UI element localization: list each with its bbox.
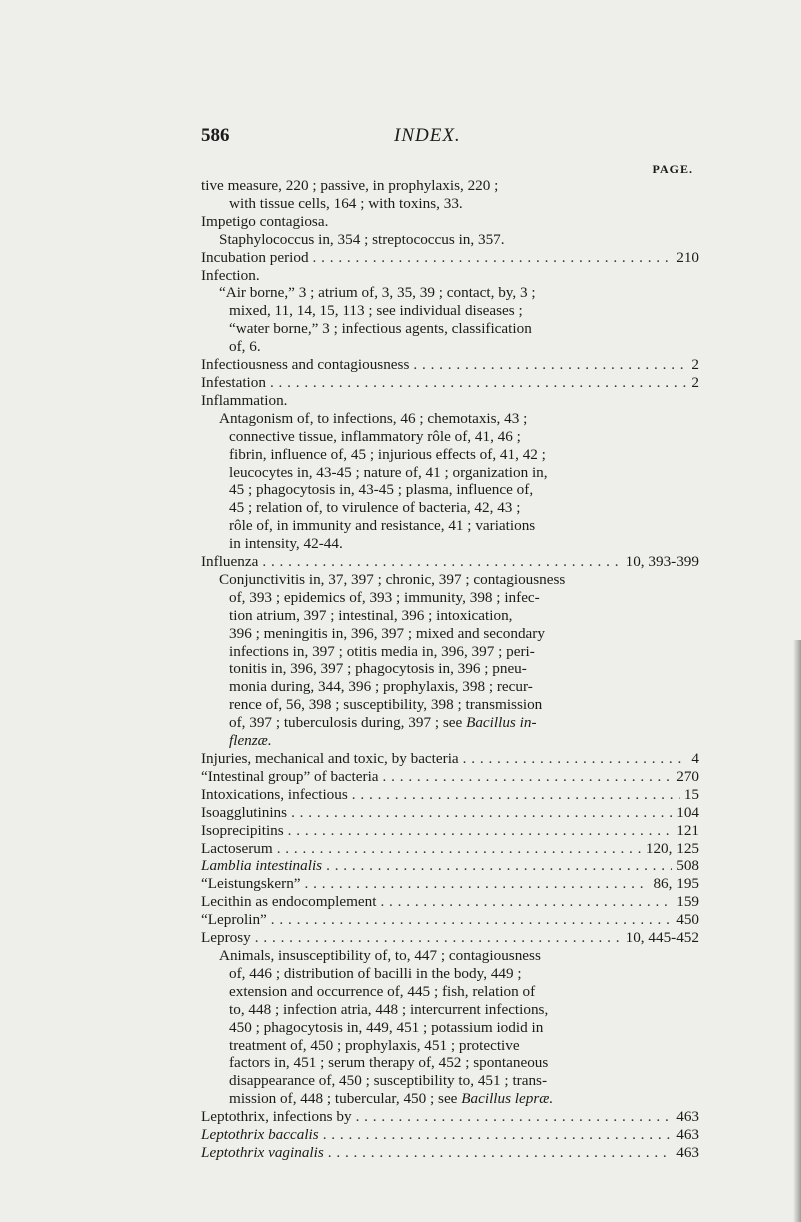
cross-reference: Bacillus lepræ. xyxy=(461,1090,554,1108)
leader-dots xyxy=(383,768,673,786)
entry-page: 120, 125 xyxy=(645,839,699,857)
index-entry xyxy=(201,911,699,929)
entry-term: Infestation xyxy=(201,373,266,391)
entry-term: Lamblia intestinalis xyxy=(201,857,323,875)
entry-term: Infectiousness and contagiousness xyxy=(201,356,410,374)
index-entry xyxy=(201,929,699,947)
index-heading: Infection. xyxy=(201,266,260,284)
entry-term: Isoagglutinins xyxy=(201,803,288,821)
entry-page: 104 xyxy=(676,803,699,821)
index-line: in intensity, 42-44. xyxy=(229,535,343,553)
index-line: disappearance of, 450 ; susceptibility to, 451 ; trans- xyxy=(229,1072,548,1090)
index-entry xyxy=(201,893,699,911)
entry-term: Intoxications, infectious xyxy=(201,785,348,803)
index-line: tive measure, 220 ; passive, in prophylaxis, 220 ; xyxy=(201,177,499,194)
index-entry xyxy=(201,374,699,392)
leader-dots xyxy=(288,822,673,840)
index-entry xyxy=(201,857,699,875)
entry-page: 463 xyxy=(676,1108,699,1126)
entry-page: 121 xyxy=(676,821,699,839)
entry-term: Lecithin as endocomplement xyxy=(201,893,377,911)
leader-dots xyxy=(262,553,621,571)
index-entries xyxy=(201,177,699,1162)
index-line: 396 ; meningitis in, 396, 397 ; mixed and secondary xyxy=(229,624,545,642)
entry-page: 508 xyxy=(676,857,699,875)
index-entry xyxy=(201,1108,699,1126)
index-line: of, 6. xyxy=(229,338,261,356)
entry-term: “Leprolin” xyxy=(201,911,267,929)
index-line: monia during, 344, 396 ; prophylaxis, 398 ; recur- xyxy=(229,678,533,696)
index-line: of, 446 ; distribution of bacilli in the body, 449 ; xyxy=(229,964,522,982)
entry-page: 463 xyxy=(676,1126,699,1144)
entry-term: Leptothrix vaginalis xyxy=(201,1143,324,1161)
index-line: with tissue cells, 164 ; with toxins, 33. xyxy=(229,194,463,212)
line-text: mission of, 448 ; tubercular, 450 ; see xyxy=(229,1090,458,1108)
page-title: INDEX. xyxy=(394,125,461,146)
entry-page: 2 xyxy=(691,356,699,374)
line-text: of, 397 ; tuberculosis during, 397 ; see xyxy=(229,714,463,732)
leader-dots xyxy=(413,356,687,374)
index-entry xyxy=(201,249,699,267)
entry-term: “Intestinal group” of bacteria xyxy=(201,767,379,785)
index-entry xyxy=(201,786,699,804)
index-line: leucocytes in, 43-45 ; nature of, 41 ; organization in, xyxy=(229,463,548,481)
index-heading: Impetigo contagiosa. xyxy=(201,212,329,230)
leader-dots xyxy=(380,893,672,911)
index-subentry: Staphylococcus in, 354 ; streptococcus in, 357. xyxy=(219,230,505,248)
leader-dots xyxy=(352,786,680,804)
leader-dots xyxy=(313,249,673,267)
entry-page: 159 xyxy=(676,893,699,911)
entry-page: 270 xyxy=(676,767,699,785)
leader-dots xyxy=(463,750,688,768)
index-subentry: Animals, insusceptibility of, to, 447 ; contagiousness xyxy=(219,946,541,964)
entry-page: 10, 445-452 xyxy=(625,929,699,947)
index-line: rôle of, in immunity and resistance, 41 ; variations xyxy=(229,517,536,535)
index-line: fibrin, influence of, 45 ; injurious effects of, 41, 42 ; xyxy=(229,445,546,463)
entry-page: 210 xyxy=(676,248,699,266)
page-header xyxy=(201,125,700,151)
index-line: tonitis in, 396, 397 ; phagocytosis in, 396 ; pneu- xyxy=(229,660,527,678)
cross-reference: Bacillus in- xyxy=(466,714,537,732)
index-line: mixed, 11, 14, 15, 113 ; see individual diseases ; xyxy=(229,302,523,320)
entry-page: 450 xyxy=(676,911,699,929)
page-edge-shadow xyxy=(793,640,801,1222)
index-line: 45 ; phagocytosis in, 43-45 ; plasma, influence of, xyxy=(229,481,534,499)
index-line: flenzæ. xyxy=(229,732,272,750)
index-line: infections in, 397 ; otitis media in, 396, 397 ; peri- xyxy=(229,642,535,660)
index-line: treatment of, 450 ; prophylaxis, 451 ; protective xyxy=(229,1036,520,1054)
index-entry xyxy=(201,822,699,840)
index-line: tion atrium, 397 ; intestinal, 396 ; intoxication, xyxy=(229,606,513,624)
index-entry xyxy=(201,1126,699,1144)
entry-term: Injuries, mechanical and toxic, by bacteria xyxy=(201,750,459,767)
leader-dots xyxy=(323,1126,673,1144)
leader-dots xyxy=(271,911,672,929)
index-line xyxy=(229,714,699,732)
index-line xyxy=(229,1090,699,1108)
index-line: to, 448 ; infection atria, 448 ; intercurrent infections, xyxy=(229,1000,549,1018)
index-line: 450 ; phagocytosis in, 449, 451 ; potassium iodid in xyxy=(229,1018,544,1036)
entry-page: 463 xyxy=(676,1143,699,1161)
entry-page: 15 xyxy=(683,785,699,803)
index-line: rence of, 56, 398 ; susceptibility, 398 ; transmission xyxy=(229,696,543,714)
index-line: 45 ; relation of, to virulence of bacteria, 42, 43 ; xyxy=(229,499,521,517)
page-number: 586 xyxy=(201,125,230,146)
index-entry xyxy=(201,1144,699,1162)
entry-page: 2 xyxy=(691,373,699,391)
index-line: “water borne,” 3 ; infectious agents, classification xyxy=(229,320,532,338)
index-subentry: Conjunctivitis in, 37, 397 ; chronic, 397 ; contagiousness xyxy=(219,570,566,588)
index-heading: Inflammation. xyxy=(201,391,288,409)
leader-dots xyxy=(291,804,672,822)
index-line: factors in, 451 ; serum therapy of, 452 ; spontaneous xyxy=(229,1054,549,1072)
index-subentry: “Air borne,” 3 ; atrium of, 3, 35, 39 ; contact, by, 3 ; xyxy=(219,284,536,302)
entry-term: Influenza xyxy=(201,553,259,571)
index-line: connective tissue, inflammatory rôle of, 41, 46 ; xyxy=(229,427,521,445)
leader-dots xyxy=(277,840,642,858)
leader-dots xyxy=(356,1108,673,1126)
entry-page: 86, 195 xyxy=(653,875,699,893)
index-line: extension and occurrence of, 445 ; fish, relation of xyxy=(229,982,536,1000)
leader-dots xyxy=(305,875,650,893)
index-subentry: Antagonism of, to infections, 46 ; chemotaxis, 43 ; xyxy=(219,409,528,427)
entry-term: Isoprecipitins xyxy=(201,821,284,839)
entry-term: Leprosy xyxy=(201,929,251,947)
entry-term: “Leistungskern” xyxy=(201,875,301,893)
leader-dots xyxy=(328,1144,672,1162)
index-line: of, 393 ; epidemics of, 393 ; immunity, 398 ; infec- xyxy=(229,588,540,606)
index-entry xyxy=(201,840,699,858)
entry-term: Leptothrix baccalis xyxy=(201,1126,319,1144)
entry-term: Leptothrix, infections by xyxy=(201,1108,352,1126)
entry-term: Incubation period xyxy=(201,248,309,266)
index-entry xyxy=(201,356,699,374)
leader-dots xyxy=(326,857,672,875)
entry-page: 10, 393-399 xyxy=(625,553,699,571)
index-entry xyxy=(201,875,699,893)
index-entry xyxy=(201,553,699,571)
leader-dots xyxy=(270,374,687,392)
page-column-label: PAGE. xyxy=(652,162,693,176)
leader-dots xyxy=(255,929,622,947)
index-entry xyxy=(201,768,699,786)
index-entry xyxy=(201,750,699,768)
index-entry xyxy=(201,804,699,822)
entry-term: Lactoserum xyxy=(201,839,273,857)
entry-page: 4 xyxy=(691,750,699,767)
